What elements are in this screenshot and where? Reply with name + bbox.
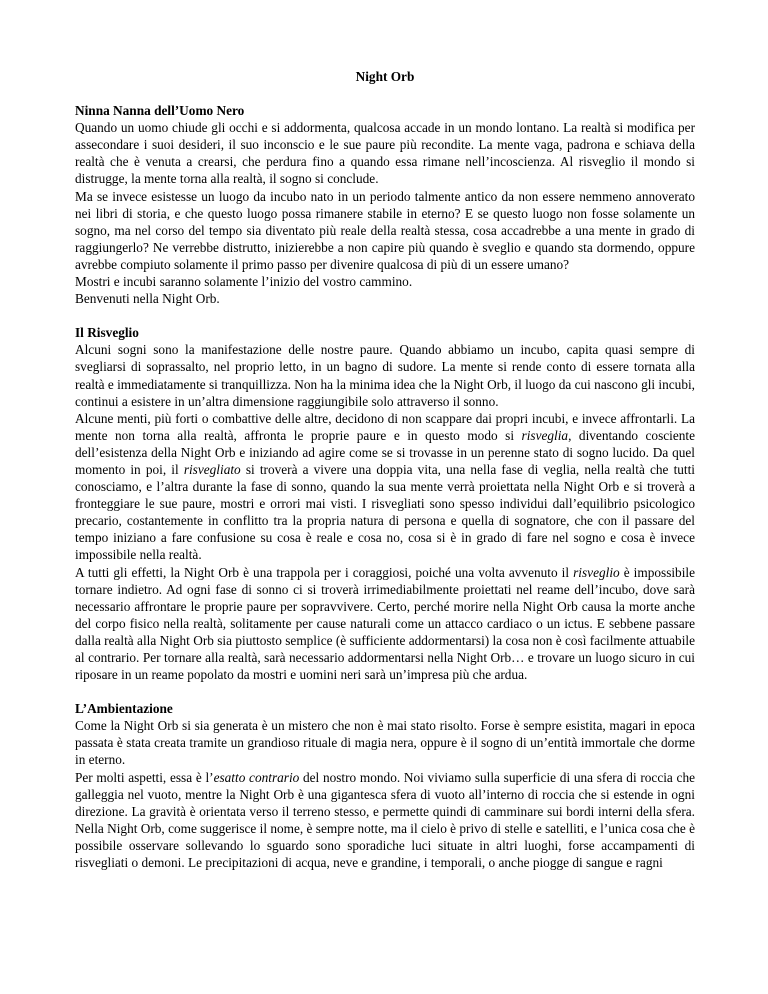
text-run: Alcune menti, più forti o combattive delle altre, decidono di non scappare dai propri incubi, e invece affrontarli. La mente non torna alla realtà, affronta le proprie paure e in questo modo si [75,410,695,443]
text-run: Benvenuti nella Night Orb. [75,291,220,307]
text-run: Alcuni sogni sono la manifestazione delle nostre paure. Quando abbiamo un incubo, capita quasi sempre di svegliarsi di soprassalto, nel proprio letto, in un bagno di sudore. La mente si rende conto di essere tornata alla realtà e immediatamente si tranquillizza. Non ha la minima idea che la Night Orb, il luogo da cui nascono gli incubi, continui a esistere in un’altra dimensione raggiungibile solo attraverso il sonno. [75,342,695,409]
section [75,700,695,871]
paragraph [75,769,695,872]
text-run: è impossibile tornare indietro. Ad ogni fase di sonno ci si troverà irrimediabilmente proiettati nel reame dell’incubo, dove sarà necessario affrontare le proprie paure per sopravvivere. Certo, perché morire nella Night Orb causa la morte anche del corpo fisico nella realtà, solitamente per cause naturali come un attacco cardiaco o un ictus. E sebbene passare dalla realtà alla Night Orb sia piuttosto semplice (è sufficiente addormentarsi) la cosa non è così facilmente attuabile al contrario. Per tornare alla realtà, sarà necessario addormentarsi nella Night Orb… e trovare un luogo sicuro in cui riposare in un reame popolato da mostri e uomini neri sarà un’impresa più che ardua. [75,564,695,683]
text-run: Mostri e incubi saranno solamente l’inizio del vostro cammino. [75,274,413,290]
document-page [75,68,695,888]
paragraph [75,564,695,684]
text-run: Ma se invece esistesse un luogo da incubo nato in un periodo talmente antico da non essere nemmeno annoverato nei libri di storia, e che questo luogo possa rimanere stabile in eterno? E se questo luogo non fosse solamente un sogno, ma nel corso del tempo sia diventato più reale della realtà stessa, cosa accadrebbe a una mente in grado di raggiungerlo? Ne verrebbe distrutto, inizierebbe a non capire più quando è sveglio e quando sta dormendo, oppure avrebbe compiuto solamente il primo passo per divenire qualcosa di più di un essere umano? [75,188,695,272]
emphasis-text: risveglia [521,427,569,443]
paragraph [75,290,695,307]
text-run: del nostro mondo. Noi viviamo sulla superficie di una sfera di roccia che galleggia nel vuoto, mentre la Night Orb è una gigantesca sfera di vuoto all’interno di roccia che si estende in ogni direzione. La gravità è orientata verso il terreno stesso, e permette quindi di camminare sui bordi interni della sfera. Nella Night Orb, come suggerisce il nome, è sempre notte, ma il cielo è privo di stelle e satelliti, e l’unica cosa che è possibile osservare sollevando lo sguardo sono sporadiche luci situate in altri luoghi, forse accampamenti di risvegliati o demoni. Le precipitazioni di acqua, neve e grandine, i temporali, o anche piogge di sangue e ragni [75,769,695,871]
paragraph [75,410,695,564]
document-body [75,102,695,871]
text-run: Per molti aspetti, essa è l’ [75,769,214,785]
text-run: Quando un uomo chiude gli occhi e si addormenta, qualcosa accade in un mondo lontano. La realtà si modifica per assecondare i suoi desideri, il suo inconscio e le sue paure più recondite. La mente vaga, padrona e schiava della realtà che è venuta a crearsi, che perdura fino a quando essa rimane nell’incoscienza. Al risveglio il mondo si distrugge, la mente torna alla realtà, il sogno si conclude. [75,120,695,187]
paragraph [75,717,695,768]
paragraph [75,341,695,409]
emphasis-text: esatto contrario [213,769,300,785]
paragraph [75,273,695,290]
emphasis-text: risveglio [573,564,620,580]
paragraph [75,119,695,187]
document-title: Night Orb [355,69,415,84]
section-heading: Ninna Nanna dell’Uomo Nero [75,103,245,119]
section-heading: L’Ambientazione [75,701,173,717]
text-run: si troverà a vivere una doppia vita, una nella fase di veglia, nella realtà che tutti conosciamo, e l’altra durante la fase di sonno, quando la sua mente verrà proiettata nella Night Orb e si troverà a fronteggiare le sue paure, mostri e orrori mai visti. I risvegliati sono spesso individui dall’equilibrio psicologico precario, costantemente in conflitto tra la propria natura di persona e quella di sognatore, che con il passare del tempo iniziano a fare confusione su cosa è reale e cosa no, cosa si è in grado di fare nel sogno e cosa è invece impossibile nella realtà. [75,461,695,563]
text-run: Come la Night Orb si sia generata è un mistero che non è mai stato risolto. Forse è sempre esistita, magari in epoca passata è stata creata tramite un grandioso rituale di magia nera, oppure è il sogno di un’entità immortale che dorme in eterno. [75,718,695,768]
text-run: , diventando cosciente dell’esistenza della Night Orb e iniziando ad agire come se si trovasse in un perenne stato di sogno lucido. Da quel momento in poi, il [75,427,695,477]
text-run: A tutti gli effetti, la Night Orb è una trappola per i coraggiosi, poiché una volta avvenuto il [75,564,574,580]
section-heading: Il Risveglio [75,325,139,341]
section [75,324,695,683]
emphasis-text: risvegliato [183,461,241,477]
paragraph [75,188,695,273]
section [75,102,695,307]
